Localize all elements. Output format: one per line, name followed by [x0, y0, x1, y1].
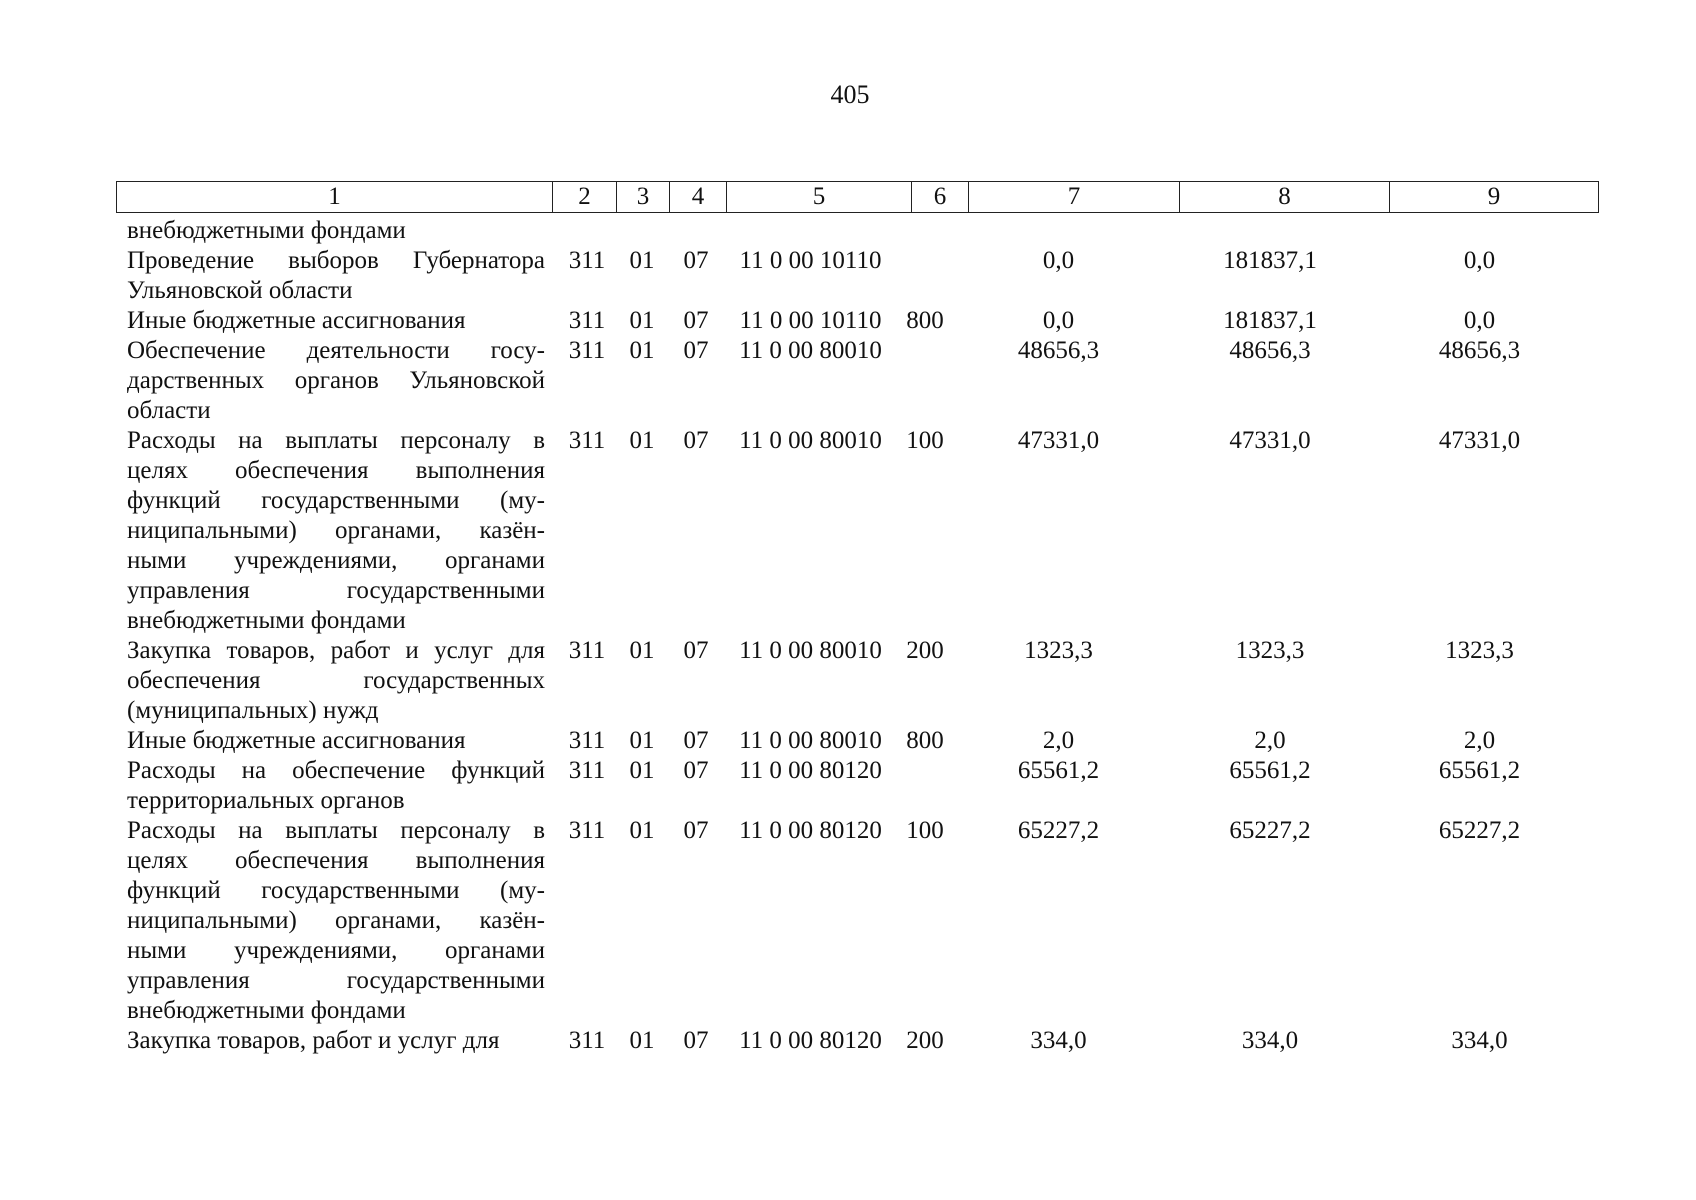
- chapter-code: 311: [568, 1027, 606, 1054]
- row-description: [127, 756, 545, 816]
- target-item-code: 11 0 00 80010: [739, 337, 882, 364]
- table-row: [127, 756, 1597, 816]
- description-line: управления государственными: [127, 577, 545, 604]
- amount-col-7: 48656,3: [1017, 337, 1100, 364]
- row-description: [127, 816, 545, 1026]
- amount-col-7: 47331,0: [1017, 427, 1100, 454]
- amount-col-8: 65227,2: [1229, 817, 1311, 844]
- chapter-code: 311: [568, 427, 606, 454]
- table-row: [127, 216, 1597, 246]
- expense-type-code: 200: [906, 1027, 944, 1054]
- amount-col-8: 47331,0: [1229, 427, 1311, 454]
- amount-col-9: 47331,0: [1438, 427, 1521, 454]
- description-line: дарственных органов Ульяновской: [127, 367, 545, 394]
- header-col-3: 3: [617, 182, 670, 213]
- table-row: [127, 336, 1597, 426]
- description-line: функций государственными (му-: [127, 877, 545, 904]
- subsection-code: 07: [683, 247, 709, 274]
- description-line: Расходы на выплаты персоналу в: [127, 427, 545, 454]
- amount-col-8: 65561,2: [1229, 757, 1311, 784]
- amount-col-9: 48656,3: [1438, 337, 1521, 364]
- description-line: ниципальными) органами, казён-: [127, 517, 545, 544]
- expense-type-code: 800: [906, 727, 944, 754]
- amount-col-9: 65561,2: [1438, 757, 1521, 784]
- description-line: ниципальными) органами, казён-: [127, 907, 545, 934]
- row-description: [127, 636, 545, 726]
- expense-type-code: 200: [906, 637, 944, 664]
- description-line: Закупка товаров, работ и услуг для: [127, 637, 545, 664]
- subsection-code: 07: [683, 307, 709, 334]
- amount-col-7: 2,0: [1042, 727, 1075, 754]
- table-row: [127, 426, 1597, 636]
- subsection-code: 07: [683, 757, 709, 784]
- header-col-8: 8: [1180, 182, 1390, 213]
- amount-col-8: 181837,1: [1223, 247, 1317, 274]
- amount-col-9: 2,0: [1463, 727, 1496, 754]
- chapter-code: 311: [568, 337, 606, 364]
- target-item-code: 11 0 00 10110: [739, 307, 882, 334]
- description-line: Иные бюджетные ассигнования: [127, 307, 466, 334]
- amount-col-7: 65561,2: [1017, 757, 1100, 784]
- header-col-2: 2: [553, 182, 617, 213]
- target-item-code: 11 0 00 80010: [739, 427, 882, 454]
- amount-col-7: 1323,3: [1024, 637, 1093, 664]
- row-description: [127, 216, 545, 246]
- header-col-7: 7: [969, 182, 1180, 213]
- header-col-6: 6: [912, 182, 969, 213]
- amount-col-9: 65227,2: [1438, 817, 1521, 844]
- row-description: [127, 336, 545, 426]
- chapter-code: 311: [568, 817, 606, 844]
- table-row: [127, 246, 1597, 306]
- target-item-code: 11 0 00 10110: [739, 247, 882, 274]
- description-line: целях обеспечения выполнения: [127, 847, 545, 874]
- description-line: Ульяновской области: [127, 277, 353, 304]
- subsection-code: 07: [683, 337, 709, 364]
- amount-col-7: 0,0: [1042, 307, 1075, 334]
- header-col-5: 5: [727, 182, 912, 213]
- chapter-code: 311: [568, 757, 606, 784]
- table-row: [127, 816, 1597, 1026]
- chapter-code: 311: [568, 247, 606, 274]
- subsection-code: 07: [683, 427, 709, 454]
- description-line: функций государственными (му-: [127, 487, 545, 514]
- subsection-code: 07: [683, 637, 709, 664]
- description-line: ными учреждениями, органами: [127, 937, 545, 964]
- section-code: 01: [629, 337, 655, 364]
- section-code: 01: [629, 757, 655, 784]
- subsection-code: 07: [683, 817, 709, 844]
- amount-col-9: 0,0: [1463, 307, 1496, 334]
- amount-col-8: 1323,3: [1235, 637, 1305, 664]
- subsection-code: 07: [683, 1027, 709, 1054]
- description-line: Обеспечение деятельности госу-: [127, 337, 545, 364]
- chapter-code: 311: [568, 307, 606, 334]
- subsection-code: 07: [683, 727, 709, 754]
- description-line: внебюджетными фондами: [127, 217, 406, 244]
- section-code: 01: [629, 247, 655, 274]
- section-code: 01: [629, 307, 655, 334]
- expense-type-code: 800: [906, 307, 944, 334]
- row-description: [127, 726, 545, 756]
- description-line: ными учреждениями, органами: [127, 547, 545, 574]
- header-col-1: 1: [117, 182, 553, 213]
- section-code: 01: [629, 637, 655, 664]
- description-line: территориальных органов: [127, 787, 405, 814]
- section-code: 01: [629, 727, 655, 754]
- description-line: Расходы на обеспечение функций: [127, 757, 545, 784]
- section-code: 01: [629, 1027, 655, 1054]
- description-line: целях обеспечения выполнения: [127, 457, 545, 484]
- table-body: [127, 216, 1597, 1056]
- target-item-code: 11 0 00 80120: [739, 1027, 882, 1054]
- target-item-code: 11 0 00 80120: [739, 817, 882, 844]
- description-line: управления государственными: [127, 967, 545, 994]
- amount-col-7: 65227,2: [1017, 817, 1100, 844]
- description-line: внебюджетными фондами: [127, 607, 406, 634]
- expense-type-code: 100: [906, 817, 944, 844]
- target-item-code: 11 0 00 80120: [739, 757, 882, 784]
- section-code: 01: [629, 427, 655, 454]
- row-description: [127, 1026, 545, 1056]
- description-line: (муниципальных) нужд: [127, 697, 379, 724]
- description-line: Закупка товаров, работ и услуг для: [127, 1027, 500, 1054]
- column-number-header: [116, 181, 1599, 213]
- table-row: [127, 636, 1597, 726]
- description-line: Проведение выборов Губернатора: [127, 247, 545, 274]
- amount-col-7: 334,0: [1030, 1027, 1087, 1054]
- target-item-code: 11 0 00 80010: [739, 727, 882, 754]
- amount-col-9: 334,0: [1451, 1027, 1508, 1054]
- description-line: Иные бюджетные ассигнования: [127, 727, 466, 754]
- row-description: [127, 426, 545, 636]
- section-code: 01: [629, 817, 655, 844]
- table-row: [127, 726, 1597, 756]
- amount-col-7: 0,0: [1042, 247, 1075, 274]
- header-col-4: 4: [670, 182, 727, 213]
- chapter-code: 311: [568, 637, 606, 664]
- amount-col-9: 0,0: [1463, 247, 1496, 274]
- chapter-code: 311: [568, 727, 606, 754]
- target-item-code: 11 0 00 80010: [739, 637, 882, 664]
- expense-type-code: 100: [906, 427, 944, 454]
- description-line: внебюджетными фондами: [127, 997, 406, 1024]
- table-row: [127, 306, 1597, 336]
- amount-col-8: 181837,1: [1223, 307, 1317, 334]
- description-line: области: [127, 397, 211, 424]
- row-description: [127, 306, 545, 336]
- row-description: [127, 246, 545, 306]
- description-line: обеспечения государственных: [127, 667, 545, 694]
- amount-col-8: 48656,3: [1229, 337, 1311, 364]
- page-number: 405: [830, 80, 870, 109]
- table-row: [127, 1026, 1597, 1056]
- amount-col-8: 2,0: [1254, 727, 1286, 754]
- amount-col-9: 1323,3: [1445, 637, 1514, 664]
- description-line: Расходы на выплаты персоналу в: [127, 817, 545, 844]
- header-col-9: 9: [1390, 182, 1599, 213]
- amount-col-8: 334,0: [1241, 1027, 1299, 1054]
